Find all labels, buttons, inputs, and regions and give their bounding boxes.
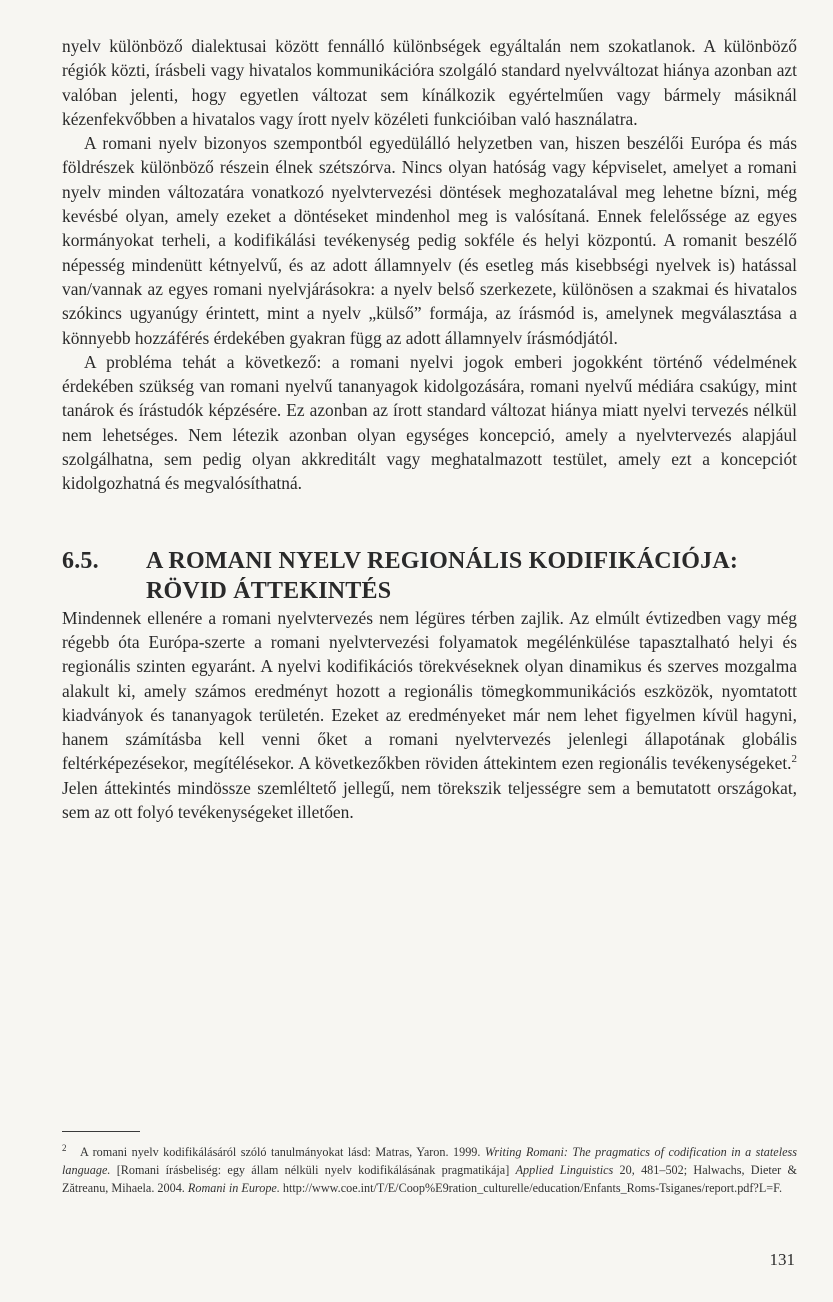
footnote: 2 A romani nyelv kodifikálásáról szóló tanulmányokat lásd: Matras, Yaron. 1999. Writing Romani: The pragmatics of codification in a stateless language. [Romani írásbeliség: egy állam nélküli nyelv kodifikálásának pragmatikája] Applied Linguistics 20, 481–502; Halwachs, Dieter & Zătreanu, Mihaela. 2004. Romani in Europe. http://www.coe.int/T/E/Coop%E9ration_culturelle/education/Enfants_Roms-Tsiganes/report.pdf?L=F. [62, 1142, 798, 1195]
footnote-text-2: [Romani írásbeliség: egy állam nélküli nyelv kodifikálásának pragmatikája] [110, 1163, 516, 1177]
body-paragraph-2: A romani nyelv bizonyos szempontból egyedülálló helyzetben van, hiszen beszélői Európa és más földrészek különböző részein élnek szétszórva. Nincs olyan hatóság vagy képviselet, amelyet a romani nyelv minden változatára vonatkozó nyelvtervezési döntések meghozatalával meg lehetne bízni, még kevésbé olyan, amely ezeket a döntéseket mindenhol meg is valósítaná. Ennek felelőssége az egyes kormányokat terheli, a kodifikálási tevékenység pedig sokféle és helyi központú. A romanit beszélő népesség mindenütt kétnyelvű, és az adott államnyelv (és esetleg más kisebbségi nyelvek is) hatással van/vannak az egyes romani nyelvjárásokra: a nyelv belső szerkezete, különösen a szakmai és hivatalos szókincs ugyanúgy érintett, mint a nyelv „külső” formája, az írásmód is, amelynek megválasztása a könnyebb hozzáférés érdekében gyakran függ az adott államnyelv írásmódjától. [62, 133, 797, 348]
body-paragraph-3: A probléma tehát a következő: a romani nyelvi jogok emberi jogokként történő védelmének érdekében szükség van romani nyelvű tananyagok kidolgozására, romani nyelvű médiára csakúgy, mint tanárok és írástudók képzésére. Ez azonban az írott standard változat hiánya miatt nyelvi tervezés nélkül nem lehetséges. Nem létezik azonban olyan egységes koncepció, amely a nyelvtervezés alapjául szolgálhatna, sem pedig olyan akkreditált vagy meghatalmazott testület, amely ezt a koncepciót kidolgozhatná és megvalósíthatná. [62, 351, 797, 494]
section-heading [62, 546, 797, 606]
section-title [146, 546, 797, 606]
footnote-separator [62, 1131, 140, 1132]
section-paragraph-text-continued: Jelen áttekintés mindössze szemléltető jellegű, nem törekszik teljességre sem a bemutatott országokat, sem az ott folyó tevékenységeket illetően. [62, 777, 797, 823]
page-number: 131 [769, 1250, 795, 1269]
footnote-text-1: A romani nyelv kodifikálásáról szóló tanulmányokat lásd: Matras, Yaron. 1999. [80, 1145, 485, 1159]
section-paragraph-text: Mindennek ellenére a romani nyelvtervezés nem légüres térben zajlik. Az elmúlt évtizedben vagy még régebb óta Európa-szerte a romani nyelvtervezési folyamatok megélénkülése tapasztalható helyi és regionális szinten egyaránt. A nyelvi kodifikációs törekvéseknek olyan dinamikus és szerves mozgalma alakult ki, amely számos eredményt hozott a regionális tömegkommunikációs eszközök, nyomtatott kiadványok és tananyagok területén. Ezeket az eredményeket már nem lehet figyelmen kívül hagyni, hanem számításba kell venni őket a romani nyelvtervezés jelenlegi állapotának globális feltérképezésekor, megítélésekor. A következőkben röviden áttekintem ezen regionális tevékenységeket. [62, 607, 797, 774]
section-number: 6.5. [62, 547, 99, 574]
section-title-line-2: RÖVID ÁTTEKINTÉS [146, 577, 392, 604]
footnote-reference[interactable]: 2 [791, 753, 797, 766]
footnote-title-1: Writing Romani: The pragmatics of codification in a stateless language. [62, 1145, 797, 1177]
footnote-url[interactable]: http://www.coe.int/T/E/Coop%E9ration_culturelle/education/Enfants_Roms-Tsiganes/report.pdf?L=F. [279, 1181, 783, 1195]
footnote-text-3: 20, 481–502; Halwachs, Dieter & Zătreanu, Mihaela. 2004. [62, 1163, 798, 1195]
section-title-line-1: A ROMANI NYELV REGIONÁLIS KODIFIKÁCIÓJA: [146, 547, 739, 574]
section-paragraph [62, 606, 797, 825]
footnote-title-2: Romani in Europe. [187, 1181, 280, 1195]
footnote-journal: Applied Linguistics [515, 1163, 614, 1177]
body-paragraph-1: nyelv különböző dialektusai között fennálló különbségek egyáltalán nem szokatlanok. A különböző régiók közti, írásbeli vagy hivatalos kommunikációra szolgáló standard nyelvváltozat hiánya azonban azt valóban jelenti, hogy egyetlen változat sem kínálkozik egyértelműen vagy bármely másiknál kézenfekvőbben a hivatalos vagy írott nyelv közéleti funkcióiban való használatra. [62, 36, 797, 129]
